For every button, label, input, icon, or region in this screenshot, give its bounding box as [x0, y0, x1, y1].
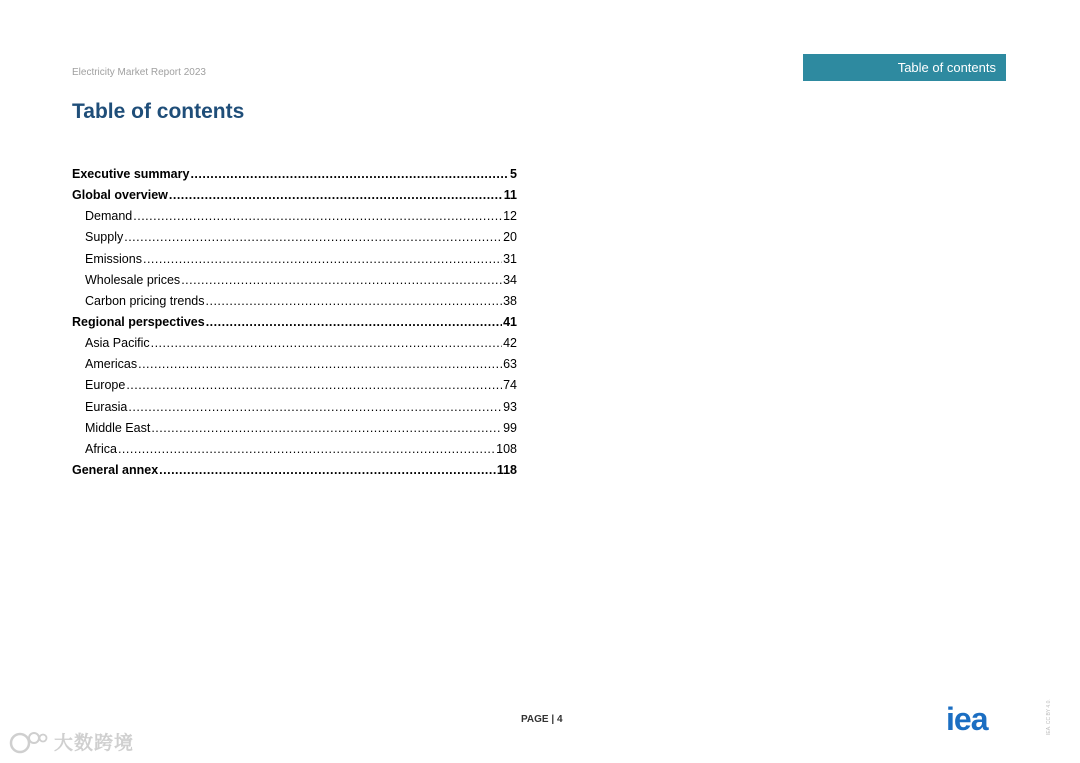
toc-dot-leader — [138, 354, 502, 375]
toc-entry[interactable] — [72, 333, 517, 354]
toc-entry[interactable] — [72, 270, 517, 291]
watermark-logo-icon — [8, 729, 48, 755]
license-note: IEA. CC BY 4.0. — [1046, 699, 1052, 735]
toc-entry-label: Emissions — [85, 251, 142, 266]
toc-entry-label: Supply — [85, 230, 124, 245]
toc-entry-page: 38 — [503, 293, 517, 308]
toc-entry-page: 108 — [496, 441, 517, 456]
toc-entry[interactable] — [72, 291, 517, 312]
toc-entry[interactable] — [72, 227, 517, 248]
toc-entry[interactable] — [72, 312, 517, 333]
toc-entry-label: Demand — [85, 209, 133, 224]
table-of-contents — [72, 164, 517, 481]
toc-entry-page: 93 — [503, 399, 517, 414]
toc-entry[interactable] — [72, 397, 517, 418]
section-tab: Table of contents — [803, 54, 1006, 81]
running-head: Electricity Market Report 2023 — [72, 67, 206, 78]
page-number: PAGE | 4 — [521, 714, 563, 725]
toc-entry-label: Executive summary — [72, 167, 190, 181]
watermark — [8, 728, 134, 755]
toc-entry[interactable] — [72, 206, 517, 227]
toc-entry[interactable] — [72, 164, 517, 185]
toc-entry-label: Americas — [85, 357, 138, 372]
toc-entry[interactable] — [72, 460, 517, 481]
toc-entry-label: Middle East — [85, 420, 151, 435]
toc-entry-label: Africa — [85, 441, 117, 456]
toc-dot-leader — [206, 312, 502, 333]
toc-entry-label: Carbon pricing trends — [85, 293, 205, 308]
toc-dot-leader — [143, 249, 502, 270]
toc-entry-label: Wholesale prices — [85, 272, 181, 287]
toc-entry-label: General annex — [72, 462, 159, 477]
toc-dot-leader — [151, 333, 502, 354]
toc-entry[interactable] — [72, 354, 517, 375]
toc-dot-leader — [159, 460, 496, 481]
toc-entry-page: 42 — [503, 336, 517, 351]
watermark-text: 大数跨境 — [54, 733, 135, 754]
toc-entry-page: 34 — [503, 272, 517, 287]
toc-entry-page: 20 — [503, 230, 517, 245]
toc-dot-leader — [133, 206, 502, 227]
toc-dot-leader — [126, 375, 502, 396]
toc-entry-label: Global overview — [72, 188, 168, 203]
toc-entry-page: 5 — [510, 167, 517, 181]
toc-entry-page: 99 — [503, 420, 517, 435]
toc-entry[interactable] — [72, 439, 517, 460]
toc-entry-page: 41 — [503, 314, 517, 329]
toc-dot-leader — [206, 291, 503, 312]
toc-entry[interactable] — [72, 249, 517, 270]
toc-entry-label: Eurasia — [85, 399, 128, 414]
toc-dot-leader — [169, 185, 503, 206]
toc-entry-page: 11 — [503, 188, 517, 203]
toc-entry-label: Europe — [85, 378, 126, 393]
toc-entry-page: 31 — [503, 251, 517, 266]
toc-entry[interactable] — [72, 185, 517, 206]
toc-dot-leader — [151, 418, 502, 439]
toc-entry-label: Asia Pacific — [85, 336, 150, 351]
toc-dot-leader — [118, 439, 495, 460]
page-title: Table of contents — [72, 100, 245, 123]
iea-logo: iea — [946, 701, 988, 737]
toc-dot-leader — [124, 227, 502, 248]
toc-entry-page: 74 — [503, 378, 517, 393]
toc-entry-page: 118 — [496, 462, 517, 477]
toc-entry-label: Regional perspectives — [72, 314, 205, 329]
toc-dot-leader — [181, 270, 502, 291]
toc-dot-leader — [128, 397, 502, 418]
toc-entry-page: 63 — [503, 357, 517, 372]
toc-entry-page: 12 — [503, 209, 517, 224]
toc-dot-leader — [190, 164, 509, 185]
toc-entry[interactable] — [72, 418, 517, 439]
toc-entry[interactable] — [72, 375, 517, 396]
